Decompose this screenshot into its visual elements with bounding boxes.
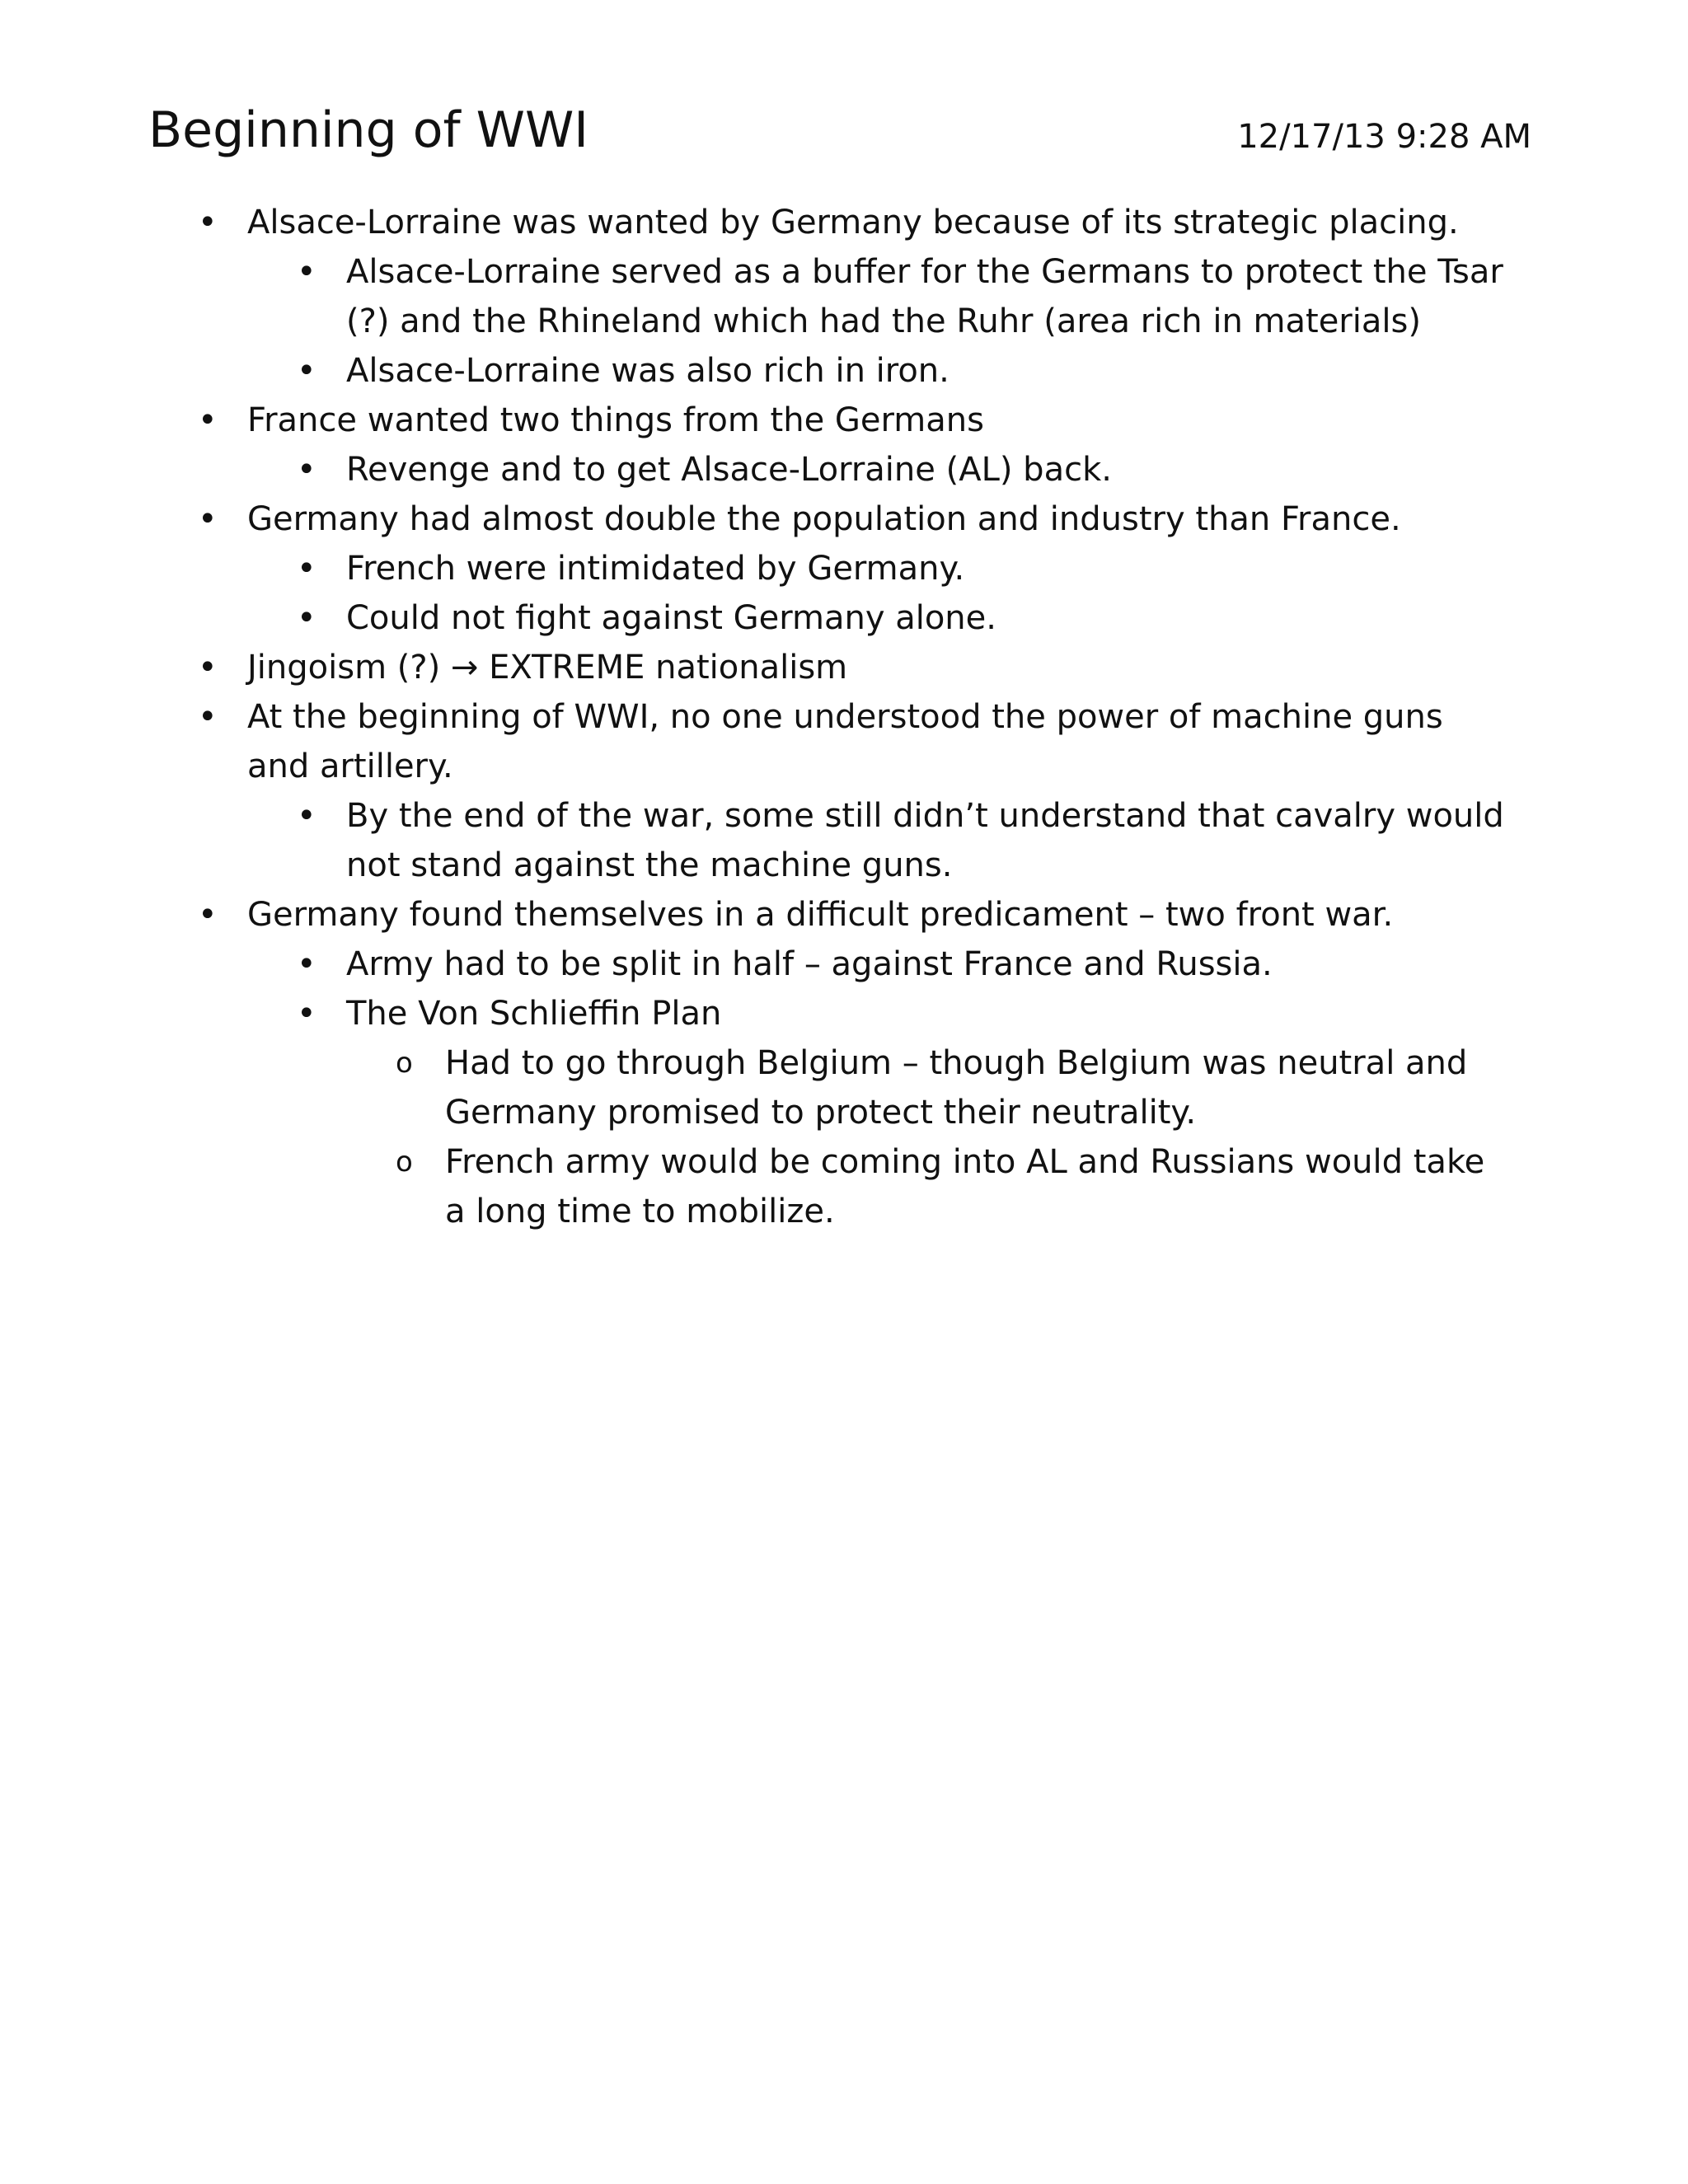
list-item-text: Had to go through Belgium – though Belgium was neutral and Germany promised to protect their neutrality. — [445, 1044, 1468, 1132]
list-item-text: Alsace-Lorraine was also rich in iron. — [346, 352, 950, 390]
list-item-text: French army would be coming into AL and Russians would take a long time to mobilize. — [445, 1143, 1485, 1230]
list-item — [0, 247, 1688, 346]
bullet-icon: • — [297, 550, 316, 588]
bullet-icon: • — [297, 451, 316, 489]
list-item — [0, 940, 1688, 989]
list-item — [0, 593, 1688, 643]
list-item — [0, 445, 1688, 494]
list-item-text: Revenge and to get Alsace-Lorraine (AL) back. — [346, 451, 1112, 489]
notes-list — [0, 198, 1688, 1236]
list-item — [0, 1038, 1688, 1137]
bullet-icon: • — [297, 253, 316, 291]
list-item-text: Could not fight against Germany alone. — [346, 599, 996, 637]
list-item — [0, 544, 1688, 593]
list-item-text: By the end of the war, some still didn’t understand that cavalry would not stand against the machine guns. — [346, 797, 1504, 884]
list-item-text: The Von Schlieffin Plan — [346, 995, 722, 1033]
bullet-icon: • — [297, 995, 316, 1033]
bullet-icon: • — [198, 401, 218, 439]
list-item-text: At the beginning of WWI, no one understood the power of machine guns and artillery. — [247, 698, 1443, 785]
list-item — [0, 692, 1688, 791]
list-item — [0, 396, 1688, 445]
list-item-text: Army had to be split in half – against France and Russia. — [346, 945, 1273, 983]
list-item-text: Jingoism (?) → EXTREME nationalism — [247, 649, 848, 687]
bullet-icon: • — [297, 352, 316, 390]
bullet-icon: • — [297, 599, 316, 637]
list-item — [0, 494, 1688, 544]
list-item — [0, 791, 1688, 890]
bullet-icon: • — [297, 797, 316, 835]
list-item — [0, 346, 1688, 396]
bullet-icon: • — [198, 500, 218, 538]
page-title: Beginning of WWI — [148, 101, 588, 159]
circle-bullet-icon: o — [396, 1146, 413, 1179]
list-item-text: French were intimidated by Germany. — [346, 550, 965, 588]
bullet-icon: • — [297, 945, 316, 983]
list-item — [0, 890, 1688, 940]
list-item-text: Alsace-Lorraine served as a buffer for the Germans to protect the Tsar (?) and the Rhineland which had the Ruhr (area rich in materials) — [346, 253, 1503, 340]
list-item — [0, 643, 1688, 692]
bullet-icon: • — [198, 698, 218, 736]
circle-bullet-icon: o — [396, 1047, 413, 1080]
list-item-text: France wanted two things from the Germans — [247, 401, 984, 439]
list-item-text: Germany found themselves in a difficult predicament – two front war. — [247, 896, 1394, 934]
list-item — [0, 989, 1688, 1038]
list-item-text: Alsace-Lorraine was wanted by Germany because of its strategic placing. — [247, 204, 1459, 241]
bullet-icon: • — [198, 204, 218, 241]
bullet-icon: • — [198, 649, 218, 687]
list-item — [0, 198, 1688, 247]
bullet-icon: • — [198, 896, 218, 934]
list-item — [0, 1137, 1688, 1236]
note-timestamp: 12/17/13 9:28 AM — [1237, 118, 1531, 156]
list-item-text: Germany had almost double the population and industry than France. — [247, 500, 1401, 538]
